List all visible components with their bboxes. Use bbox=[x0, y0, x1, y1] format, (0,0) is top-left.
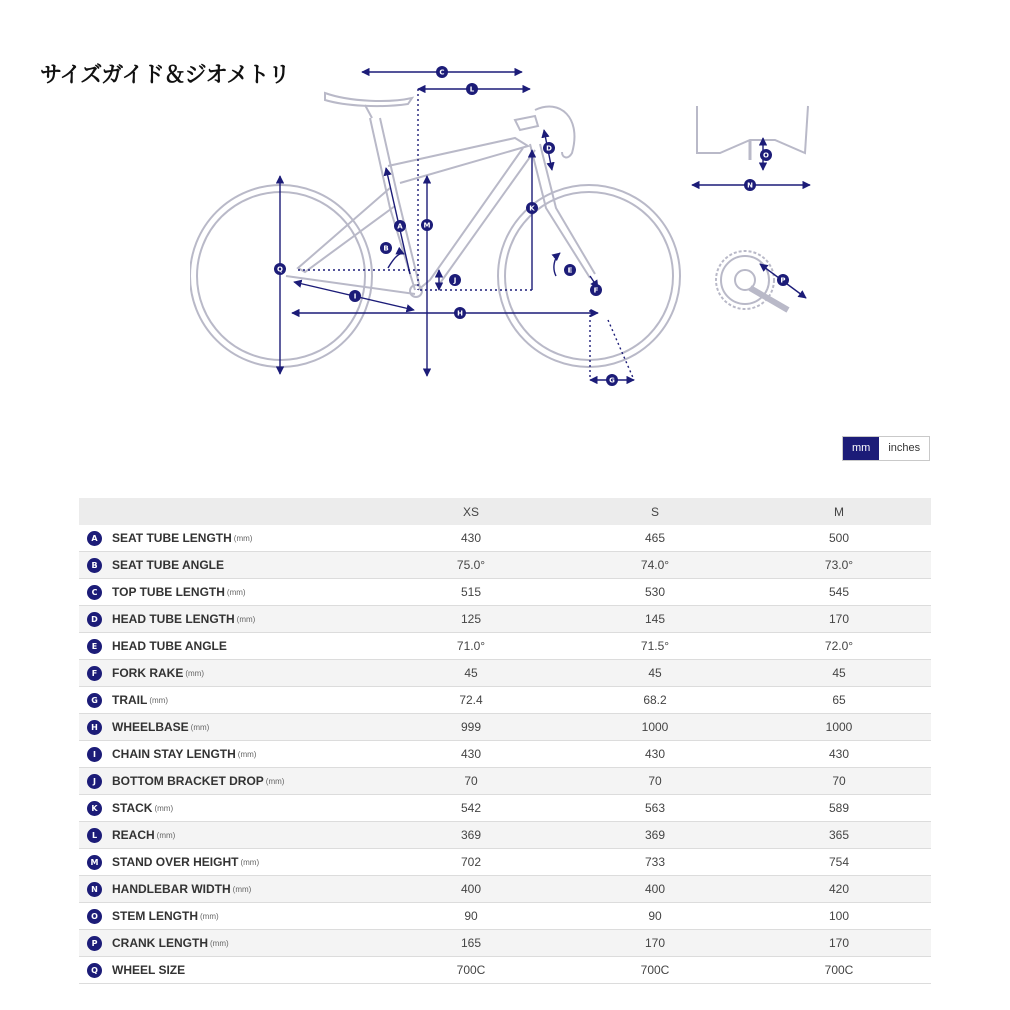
marker-e bbox=[564, 264, 576, 276]
marker-c bbox=[436, 66, 448, 78]
value-cell: 70 bbox=[563, 768, 747, 795]
table-row bbox=[79, 768, 931, 795]
table-row bbox=[79, 660, 931, 687]
value-cell: 369 bbox=[379, 822, 563, 849]
svg-text:C: C bbox=[439, 68, 445, 77]
measurement-name: TRAIL bbox=[112, 693, 148, 708]
value-cell: 515 bbox=[379, 579, 563, 606]
page-title: サイズガイド＆ジオメトリ bbox=[40, 63, 290, 88]
row-label-cell bbox=[79, 579, 379, 606]
table-row bbox=[79, 849, 931, 876]
measurement-name: STEM LENGTH bbox=[112, 909, 198, 924]
measurement-unit: (mm) bbox=[210, 938, 229, 948]
header-size-xs: XS bbox=[379, 498, 563, 525]
value-cell: 75.0° bbox=[379, 552, 563, 579]
marker-d bbox=[543, 142, 555, 154]
table-body bbox=[79, 525, 931, 984]
measurement-unit: (mm) bbox=[233, 533, 253, 543]
value-cell: 700C bbox=[747, 957, 931, 984]
value-cell: 70 bbox=[747, 768, 931, 795]
unit-mm-button[interactable]: mm bbox=[843, 437, 879, 460]
svg-text:E: E bbox=[567, 266, 573, 275]
letter-badge: A bbox=[87, 531, 102, 546]
svg-text:O: O bbox=[763, 151, 769, 160]
value-cell: 700C bbox=[379, 957, 563, 984]
letter-badge: L bbox=[87, 828, 102, 843]
table-row bbox=[79, 903, 931, 930]
svg-text:L: L bbox=[469, 85, 475, 94]
marker-i bbox=[349, 290, 361, 302]
row-label-cell bbox=[79, 633, 379, 660]
value-cell: 70 bbox=[379, 768, 563, 795]
value-cell: 754 bbox=[747, 849, 931, 876]
measurement-unit: (mm) bbox=[154, 803, 174, 813]
value-cell: 430 bbox=[379, 525, 563, 552]
bike-outline bbox=[190, 93, 680, 367]
letter-badge: O bbox=[87, 909, 102, 924]
measurement-unit: (mm) bbox=[190, 722, 210, 732]
measurement-name: HANDLEBAR WIDTH bbox=[112, 882, 231, 897]
letter-badge: B bbox=[87, 558, 102, 573]
table-row bbox=[79, 876, 931, 903]
marker-q bbox=[274, 263, 286, 275]
value-cell: 100 bbox=[747, 903, 931, 930]
table-row bbox=[79, 579, 931, 606]
measurement-name: CHAIN STAY LENGTH bbox=[112, 747, 236, 762]
row-label-cell bbox=[79, 822, 379, 849]
geometry-table bbox=[79, 498, 931, 984]
marker-p bbox=[777, 274, 789, 286]
measurement-name: SEAT TUBE ANGLE bbox=[112, 558, 225, 573]
value-cell: 145 bbox=[563, 606, 747, 633]
letter-badge: H bbox=[87, 720, 102, 735]
dim-b bbox=[388, 254, 404, 268]
row-label-cell bbox=[79, 795, 379, 822]
marker-g bbox=[606, 374, 618, 386]
row-label-cell bbox=[79, 768, 379, 795]
marker-f bbox=[590, 284, 602, 296]
marker-j bbox=[449, 274, 461, 286]
value-cell: 170 bbox=[747, 606, 931, 633]
marker-a bbox=[394, 220, 406, 232]
value-cell: 68.2 bbox=[563, 687, 747, 714]
measurement-name: CRANK LENGTH bbox=[112, 936, 208, 951]
svg-text:P: P bbox=[780, 276, 786, 285]
value-cell: 542 bbox=[379, 795, 563, 822]
row-label-cell bbox=[79, 741, 379, 768]
svg-text:B: B bbox=[383, 244, 389, 253]
value-cell: 74.0° bbox=[563, 552, 747, 579]
value-cell: 72.0° bbox=[747, 633, 931, 660]
letter-badge: G bbox=[87, 693, 102, 708]
svg-text:F: F bbox=[593, 286, 599, 295]
measurement-name: STACK bbox=[112, 801, 153, 816]
value-cell: 530 bbox=[563, 579, 747, 606]
row-label-cell bbox=[79, 930, 379, 957]
letter-badge: N bbox=[87, 882, 102, 897]
letter-badge: C bbox=[87, 585, 102, 600]
measurement-name: STAND OVER HEIGHT bbox=[112, 855, 239, 870]
value-cell: 430 bbox=[379, 741, 563, 768]
table-row bbox=[79, 552, 931, 579]
table-row bbox=[79, 957, 931, 984]
marker-b bbox=[380, 242, 392, 254]
measurement-unit: (mm) bbox=[236, 614, 256, 624]
value-cell: 430 bbox=[747, 741, 931, 768]
measurement-name: REACH bbox=[112, 828, 155, 843]
letter-badge: Q bbox=[87, 963, 102, 978]
measurement-name: WHEELBASE bbox=[112, 720, 189, 735]
svg-text:H: H bbox=[457, 309, 463, 318]
svg-text:D: D bbox=[546, 144, 552, 153]
value-cell: 365 bbox=[747, 822, 931, 849]
value-cell: 545 bbox=[747, 579, 931, 606]
svg-text:Q: Q bbox=[277, 265, 283, 274]
svg-text:G: G bbox=[609, 376, 615, 385]
value-cell: 1000 bbox=[563, 714, 747, 741]
svg-text:M: M bbox=[423, 221, 431, 230]
value-cell: 73.0° bbox=[747, 552, 931, 579]
bike-geometry-diagram bbox=[190, 58, 830, 398]
value-cell: 430 bbox=[563, 741, 747, 768]
row-label-cell bbox=[79, 903, 379, 930]
measurement-unit: (mm) bbox=[237, 749, 257, 759]
value-cell: 65 bbox=[747, 687, 931, 714]
table-row bbox=[79, 795, 931, 822]
svg-text:K: K bbox=[529, 204, 535, 213]
value-cell: 71.5° bbox=[563, 633, 747, 660]
value-cell: 45 bbox=[563, 660, 747, 687]
letter-badge: D bbox=[87, 612, 102, 627]
letter-badge: J bbox=[87, 774, 102, 789]
crankset-inset bbox=[716, 251, 806, 310]
measurement-unit: (mm) bbox=[156, 830, 176, 840]
marker-n bbox=[744, 179, 756, 191]
row-label-cell bbox=[79, 552, 379, 579]
value-cell: 90 bbox=[563, 903, 747, 930]
header-blank bbox=[79, 498, 379, 525]
dimension-lines bbox=[280, 72, 634, 380]
value-cell: 420 bbox=[747, 876, 931, 903]
row-label-cell bbox=[79, 687, 379, 714]
svg-text:A: A bbox=[397, 222, 403, 231]
value-cell: 45 bbox=[379, 660, 563, 687]
measurement-name: SEAT TUBE LENGTH bbox=[112, 531, 232, 546]
value-cell: 465 bbox=[563, 525, 747, 552]
measurement-unit: (mm) bbox=[265, 776, 285, 786]
row-label-cell bbox=[79, 660, 379, 687]
marker-o bbox=[760, 149, 772, 161]
measurement-name: FORK RAKE bbox=[112, 666, 184, 681]
table-row bbox=[79, 930, 931, 957]
letter-badge: M bbox=[87, 855, 102, 870]
letter-badge: K bbox=[87, 801, 102, 816]
marker-m bbox=[421, 219, 433, 231]
value-cell: 170 bbox=[563, 930, 747, 957]
svg-text:N: N bbox=[747, 181, 753, 190]
table-row bbox=[79, 687, 931, 714]
measurement-unit: (mm) bbox=[149, 695, 168, 705]
row-label-cell bbox=[79, 714, 379, 741]
letter-badge: F bbox=[87, 666, 102, 681]
table-row bbox=[79, 633, 931, 660]
row-label-cell bbox=[79, 957, 379, 984]
header-size-m: M bbox=[747, 498, 931, 525]
measurement-unit: (mm) bbox=[185, 668, 204, 678]
table-row bbox=[79, 822, 931, 849]
row-label-cell bbox=[79, 525, 379, 552]
header-size-s: S bbox=[563, 498, 747, 525]
marker-l bbox=[466, 83, 478, 95]
seat-stay bbox=[298, 188, 395, 272]
fork bbox=[530, 144, 590, 278]
measurement-name: WHEEL SIZE bbox=[112, 963, 186, 978]
table-row bbox=[79, 606, 931, 633]
measurement-name: HEAD TUBE ANGLE bbox=[112, 639, 227, 654]
rear-wheel bbox=[197, 192, 365, 360]
measurement-unit: (mm) bbox=[232, 884, 252, 894]
table-header-row bbox=[79, 498, 931, 525]
value-cell: 72.4 bbox=[379, 687, 563, 714]
measurement-unit: (mm) bbox=[200, 911, 219, 921]
measurement-unit: (mm) bbox=[226, 587, 246, 597]
value-cell: 733 bbox=[563, 849, 747, 876]
measurement-name: BOTTOM BRACKET DROP bbox=[112, 774, 264, 789]
table-row bbox=[79, 525, 931, 552]
marker-h bbox=[454, 307, 466, 319]
letter-badge: E bbox=[87, 639, 102, 654]
value-cell: 125 bbox=[379, 606, 563, 633]
svg-text:I: I bbox=[353, 292, 357, 301]
measurement-name: HEAD TUBE LENGTH bbox=[112, 612, 235, 627]
row-label-cell bbox=[79, 876, 379, 903]
top-tube bbox=[388, 138, 528, 183]
value-cell: 700C bbox=[563, 957, 747, 984]
row-label-cell bbox=[79, 849, 379, 876]
table-row bbox=[79, 714, 931, 741]
value-cell: 400 bbox=[379, 876, 563, 903]
value-cell: 702 bbox=[379, 849, 563, 876]
value-cell: 563 bbox=[563, 795, 747, 822]
unit-inches-button[interactable]: inches bbox=[879, 437, 929, 460]
down-tube bbox=[418, 148, 523, 290]
marker-k bbox=[526, 202, 538, 214]
svg-text:J: J bbox=[453, 276, 457, 285]
letter-badge: I bbox=[87, 747, 102, 762]
dim-e bbox=[554, 253, 560, 276]
handlebar-inset bbox=[692, 106, 810, 185]
value-cell: 170 bbox=[747, 930, 931, 957]
table-row bbox=[79, 741, 931, 768]
value-cell: 999 bbox=[379, 714, 563, 741]
row-label-cell bbox=[79, 606, 379, 633]
value-cell: 400 bbox=[563, 876, 747, 903]
letter-badge: P bbox=[87, 936, 102, 951]
measurement-name: TOP TUBE LENGTH bbox=[112, 585, 225, 600]
value-cell: 500 bbox=[747, 525, 931, 552]
unit-toggle bbox=[842, 436, 930, 461]
value-cell: 1000 bbox=[747, 714, 931, 741]
value-cell: 589 bbox=[747, 795, 931, 822]
stem bbox=[515, 116, 538, 130]
value-cell: 369 bbox=[563, 822, 747, 849]
value-cell: 90 bbox=[379, 903, 563, 930]
value-cell: 165 bbox=[379, 930, 563, 957]
saddle bbox=[325, 93, 412, 106]
value-cell: 45 bbox=[747, 660, 931, 687]
value-cell: 71.0° bbox=[379, 633, 563, 660]
measurement-unit: (mm) bbox=[240, 857, 260, 867]
